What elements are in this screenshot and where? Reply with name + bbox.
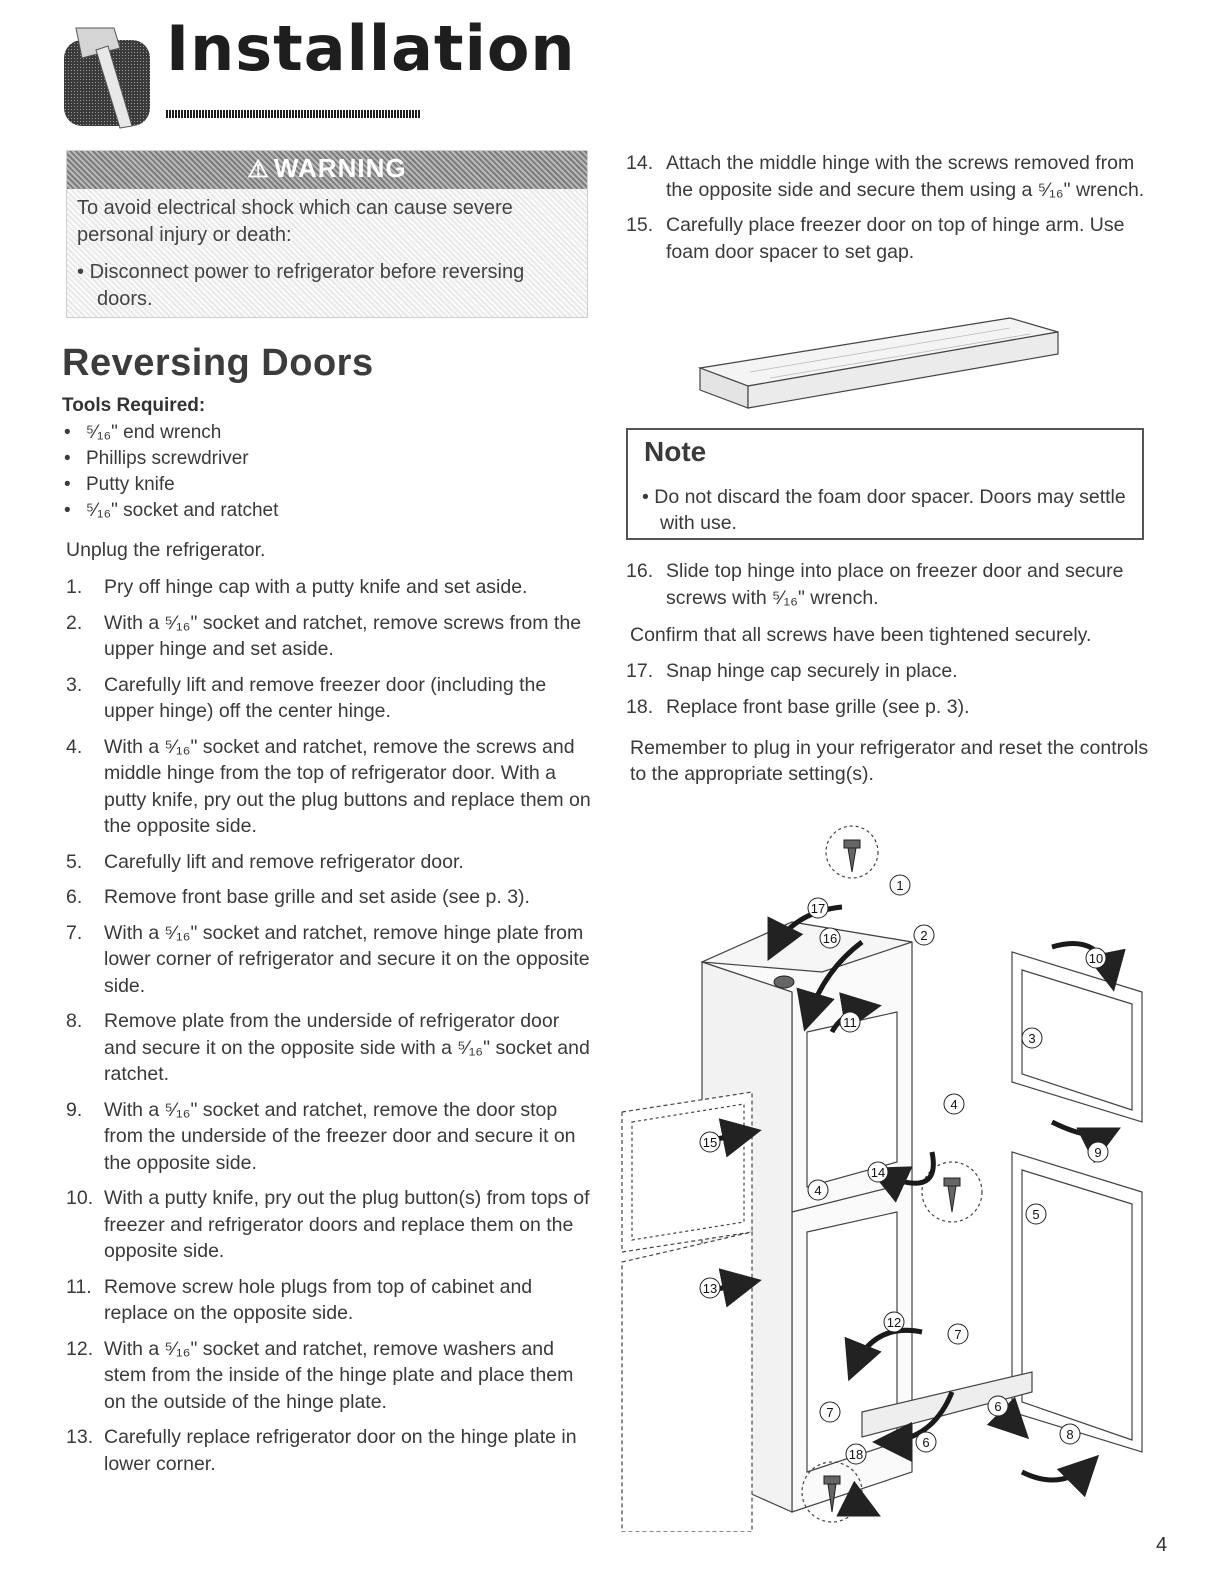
warning-header [67, 151, 587, 189]
step-item: 4. With a ⁵⁄₁₆" socket and ratchet, remove the screws and middle hinge from the top of refrigerator door. With a putty knife, pry out the plug buttons and replace them on the opposite side. [66, 735, 591, 837]
diagram-label: 9 [1094, 1145, 1102, 1160]
tool-item: • Phillips screwdriver [62, 446, 278, 472]
warning-bullet: • Disconnect power to refrigerator before reversing doors. [77, 261, 525, 310]
step-item: 12. With a ⁵⁄₁₆" socket and ratchet, remove washers and stem from the inside of the hinge plate and place them on the outside of the hinge plate. [66, 1337, 574, 1413]
warning-box [66, 150, 588, 318]
page-number: 4 [1156, 1534, 1168, 1556]
diagram-label: 10 [1088, 951, 1104, 966]
step-item: 15. Carefully place freezer door on top of hinge arm. Use foam door spacer to set gap. [626, 214, 1125, 263]
tools-list [62, 420, 278, 524]
step-item: 14. Attach the middle hinge with the screws removed from the opposite side and secure them using a ⁵⁄₁₆" wrench. [626, 152, 1145, 201]
section-title: Reversing Doors [62, 342, 374, 384]
tool-item: • ⁵⁄₁₆" end wrench [62, 420, 278, 446]
diagram-label: 2 [920, 928, 928, 943]
tools-heading: Tools Required: [62, 395, 206, 416]
diagram-label: 4 [814, 1183, 822, 1198]
diagram-label: 4 [950, 1097, 958, 1112]
step-item: 7. With a ⁵⁄₁₆" socket and ratchet, remove hinge plate from lower corner of refrigerator and secure it on the opposite side. [66, 921, 590, 997]
note-box [626, 428, 1144, 540]
step-item: 17. Snap hinge cap securely in place. [626, 660, 958, 682]
diagram-label: 16 [822, 931, 838, 946]
diagram-label: 8 [1066, 1427, 1074, 1442]
step-item: 10. With a putty knife, pry out the plug button(s) from tops of freezer and refrigerator doors and replace them on the opposite side. [66, 1187, 590, 1262]
tool-item: • ⁵⁄₁₆" socket and ratchet [62, 498, 278, 524]
diagram-label: 15 [702, 1135, 718, 1150]
step-item: 13. Carefully replace refrigerator door on the hinge plate in lower corner. [66, 1426, 577, 1475]
diagram-label: 7 [826, 1405, 834, 1420]
diagram-label: 3 [1028, 1031, 1036, 1046]
intro-text: Unplug the refrigerator. [66, 539, 266, 561]
installation-hammer-icon [62, 22, 154, 130]
step-item: 9. With a ⁵⁄₁₆" socket and ratchet, remove the door stop from the underside of the freezer door and secure it on the opposite side. [66, 1098, 576, 1174]
step-item: 1. Pry off hinge cap with a putty knife and set aside. [66, 576, 528, 598]
diagram-label: 7 [954, 1327, 962, 1342]
diagram-label: 11 [843, 1015, 857, 1030]
steps-list-right-a [626, 150, 1166, 274]
diagram-label: 13 [702, 1281, 718, 1296]
steps-list-right-b [626, 558, 1166, 620]
door-reversal-diagram [612, 812, 1152, 1532]
title-underline [166, 110, 420, 118]
step-item: 11. Remove screw hole plugs from top of cabinet and replace on the opposite side. [66, 1275, 533, 1324]
step-item: 3. Carefully lift and remove freezer door (including the upper hinge) off the center hinge. [66, 673, 547, 722]
step-item: 16. Slide top hinge into place on freezer door and secure screws with ⁵⁄₁₆" wrench. [626, 560, 1124, 609]
steps-list-left [66, 574, 591, 1486]
tool-item: • Putty knife [62, 472, 278, 498]
diagram-label: 17 [810, 901, 826, 916]
diagram-label: 12 [886, 1315, 902, 1330]
diagram-label: 18 [848, 1447, 864, 1462]
foam-door-spacer-illustration [690, 312, 1070, 422]
step-item: 8. Remove plate from the underside of refrigerator door and secure it on the opposite side with a ⁵⁄₁₆" socket and ratchet. [66, 1010, 590, 1085]
diagram-label: 1 [896, 878, 904, 893]
step-item: 2. With a ⁵⁄₁₆" socket and ratchet, remove screws from the upper hinge and set aside. [66, 611, 582, 660]
diagram-label: 14 [870, 1165, 886, 1180]
reminder-text: Remember to plug in your refrigerator and reset the controls to the appropriate setting(s). [630, 737, 1149, 785]
note-title: Note [644, 436, 707, 467]
step-item: 6. Remove front base grille and set aside (see p. 3). [66, 886, 530, 908]
warning-title: WARNING [273, 153, 407, 183]
diagram-label: 6 [994, 1399, 1002, 1414]
diagram-label: 6 [922, 1435, 930, 1450]
warning-text: To avoid electrical shock which can cause severe personal injury or death: [77, 197, 513, 246]
confirm-text: Confirm that all screws have been tightened securely. [630, 624, 1092, 646]
steps-list-right-c [626, 658, 1166, 729]
step-item: 5. Carefully lift and remove refrigerator door. [66, 850, 464, 873]
diagram-label: 5 [1032, 1207, 1040, 1222]
page-title: Installation [166, 12, 576, 85]
note-text: • Do not discard the foam door spacer. Doors may settle with use. [642, 486, 1126, 534]
step-item: 18. Replace front base grille (see p. 3). [626, 695, 970, 718]
warning-triangle-icon: ⚠ [247, 156, 270, 183]
